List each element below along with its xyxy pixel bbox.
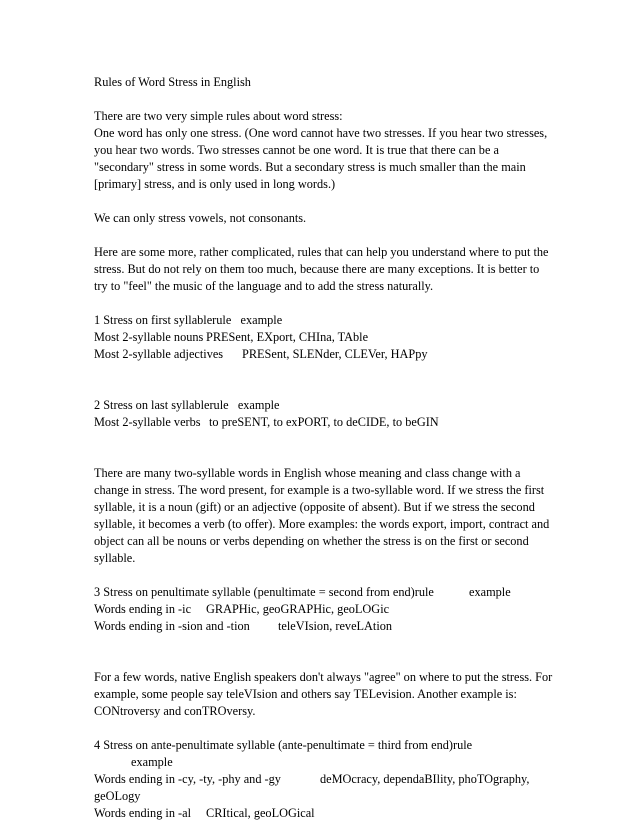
section1-row-example: PRESent, EXport, CHIna, TAble xyxy=(206,330,369,344)
section1-row xyxy=(94,329,554,346)
section2-header-rule: 2 Stress on last syllablerule xyxy=(94,398,229,412)
document-title: Rules of Word Stress in English xyxy=(94,75,251,89)
section3-header-rule: 3 Stress on penultimate syllable (penultimate = second from end)rule xyxy=(94,585,434,599)
section3-row-example: GRAPHic, geoGRAPHic, geoLOGic xyxy=(206,602,390,616)
section4-row-rule: Words ending in -cy, -ty, -phy and -gy xyxy=(94,772,281,786)
section3-row-example: teleVIsion, reveLAtion xyxy=(278,619,393,633)
document-page xyxy=(94,74,554,822)
section3-row xyxy=(94,618,554,635)
section4-row-example: deMOcracy, dependaBIlity, phoTOgraphy, geOLogy xyxy=(94,772,533,803)
section1-row xyxy=(94,346,554,363)
rule-one-paragraph: One word has only one stress. (One word cannot have two stresses. If you hear two stresses, you hear two words. Two stresses cannot be one word. It is true that there can be a "secondary" stress in some words. But a secondary stress is much smaller than the main [primary] stress, and is only used in long words.) xyxy=(94,126,551,191)
section3-row-rule: Words ending in -sion and -tion xyxy=(94,619,250,633)
rule-two-paragraph: We can only stress vowels, not consonants. xyxy=(94,211,307,225)
section1-header xyxy=(94,312,554,329)
section2-row-example: to preSENT, to exPORT, to deCIDE, to beGIN xyxy=(209,415,439,429)
more-rules-paragraph: Here are some more, rather complicated, rules that can help you understand where to put the stress. But do not rely on them too much, because there are many exceptions. It is better to try to "feel" the music of the language and to add the stress naturally. xyxy=(94,245,552,293)
intro-line: There are two very simple rules about word stress: xyxy=(94,109,343,123)
section4-row xyxy=(94,771,554,805)
section1-row-rule: Most 2-syllable adjectives xyxy=(94,347,224,361)
section4-row xyxy=(94,805,554,822)
section3-header xyxy=(94,584,554,601)
section1-header-example: example xyxy=(240,313,283,327)
section1-row-rule: Most 2-syllable nouns xyxy=(94,330,204,344)
section1-row-example: PRESent, SLENder, CLEVer, HAPpy xyxy=(242,347,428,361)
section1-header-rule: 1 Stress on first syllablerule xyxy=(94,313,232,327)
section3-row-rule: Words ending in -ic xyxy=(94,602,192,616)
section2-header xyxy=(94,397,554,414)
section2-header-example: example xyxy=(237,398,280,412)
section4-header-rule: 4 Stress on ante-penultimate syllable (ante-penultimate = third from end)rule xyxy=(94,738,473,752)
section3-row xyxy=(94,601,554,618)
section4-header-example: example xyxy=(131,755,173,769)
section4-header xyxy=(94,737,554,771)
section4-row-example: CRItical, geoLOGical xyxy=(206,806,315,820)
agree-paragraph: For a few words, native English speakers don't always "agree" on where to put the stress. For example, some people say teleVIsion and others say TELevision. Another example is: CONtroversy and conTROversy. xyxy=(94,670,556,718)
section2-row-rule: Most 2-syllable verbs xyxy=(94,415,201,429)
section4-row-rule: Words ending in -al xyxy=(94,806,192,820)
two-syllable-paragraph: There are many two-syllable words in English whose meaning and class change with a change in stress. The word present, for example is a two-syllable word. If we stress the first syllable, it is a noun (gift) or an adjective (opposite of absent). But if we stress the second syllable, it becomes a verb (to offer). More examples: the words export, import, contract and object can all be nouns or verbs depending on whether the stress is on the first or second syllable. xyxy=(94,466,553,565)
section3-header-example: example xyxy=(469,585,511,599)
section2-row xyxy=(94,414,554,431)
